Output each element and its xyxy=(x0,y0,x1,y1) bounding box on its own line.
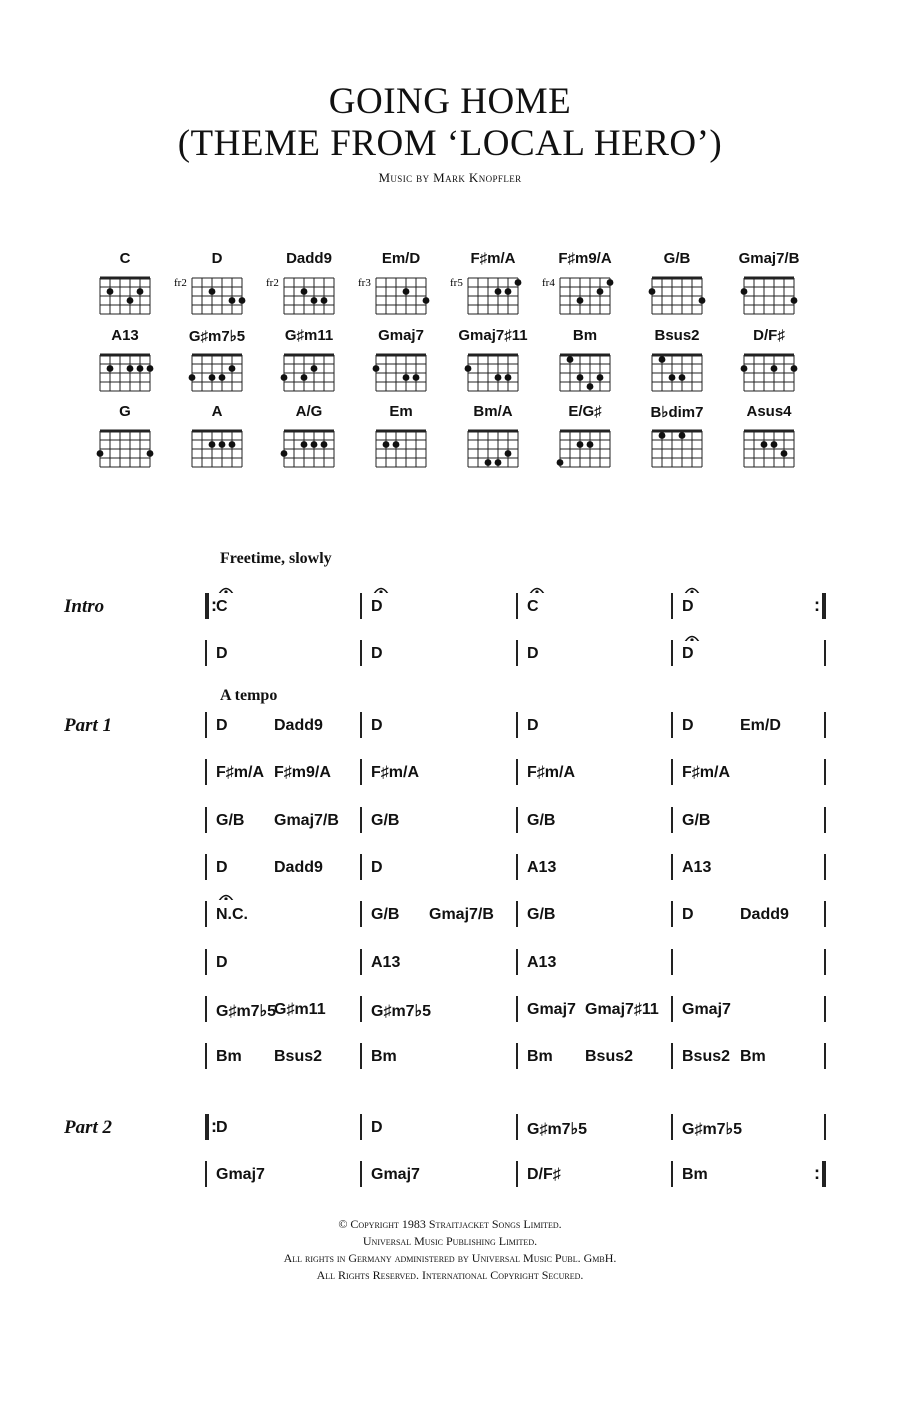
barline-end xyxy=(824,996,826,1022)
finger-dot xyxy=(771,365,778,372)
barline xyxy=(360,1161,362,1187)
chord-symbol: D xyxy=(682,906,694,924)
fretboard-grid xyxy=(542,268,628,316)
chord-symbol: Bm xyxy=(682,1166,708,1183)
chord-symbol: G/B xyxy=(682,811,711,829)
chord-diagram-name: Gmaj7 xyxy=(378,327,424,344)
barline xyxy=(360,759,362,785)
barline-end xyxy=(822,593,826,619)
finger-dot xyxy=(649,288,656,295)
finger-dot xyxy=(485,459,492,466)
finger-dot xyxy=(229,365,236,372)
fretboard-grid xyxy=(634,268,720,316)
fretboard-grid xyxy=(726,345,812,393)
chord-symbol: D xyxy=(527,645,539,662)
chord-diagram xyxy=(174,403,260,479)
barline xyxy=(516,901,518,927)
chord-symbol: F♯m9/A xyxy=(274,764,331,782)
finger-dot xyxy=(189,374,196,381)
chord-diagram xyxy=(82,403,168,479)
fretboard-grid xyxy=(358,421,444,469)
chord-symbol: G/B xyxy=(527,811,556,829)
barline xyxy=(516,949,518,975)
chord-symbol: D xyxy=(216,1119,228,1136)
chord-symbol: Gmaj7 xyxy=(371,1166,420,1183)
finger-dot xyxy=(209,441,216,448)
barline xyxy=(360,640,362,666)
barline xyxy=(360,854,362,880)
chord-diagram-name: Em xyxy=(389,403,413,420)
chord-diagram xyxy=(634,327,720,403)
chord-symbol: D xyxy=(371,598,383,615)
chord-diagram-name: F♯m/A xyxy=(470,250,516,267)
finger-dot xyxy=(209,374,216,381)
barline xyxy=(516,759,518,785)
finger-dot xyxy=(505,288,512,295)
chord-diagram xyxy=(358,250,444,326)
fretboard-grid xyxy=(634,421,720,469)
barline xyxy=(671,640,673,666)
fermata-icon xyxy=(683,631,701,641)
fretboard-grid xyxy=(726,268,812,316)
repeat-end-sign: : xyxy=(814,1163,820,1183)
finger-dot xyxy=(607,279,614,286)
barline-end xyxy=(822,1161,826,1187)
finger-dot xyxy=(373,365,380,372)
song-title: GOING HOME xyxy=(328,81,572,122)
chord-diagram-name: Bm xyxy=(572,327,598,344)
chord-diagram xyxy=(450,403,536,479)
finger-dot xyxy=(495,288,502,295)
barline xyxy=(671,1161,673,1187)
finger-dot xyxy=(771,441,778,448)
chord-diagram-name: B♭dim7 xyxy=(650,404,704,421)
repeat-start-sign: : xyxy=(211,1116,217,1136)
barline xyxy=(360,1114,362,1140)
fretboard-grid xyxy=(174,268,260,316)
fretboard-grid xyxy=(450,268,536,316)
finger-dot xyxy=(495,459,502,466)
composer-credit: Music by Mark Knopfler xyxy=(378,170,522,185)
chord-diagram xyxy=(542,403,628,479)
chord-diagram xyxy=(726,403,812,479)
chord-symbol: D xyxy=(682,598,694,615)
barline xyxy=(205,640,207,666)
copyright-line: All Rights Reserved. International Copyright Secured. xyxy=(316,1268,584,1282)
fretboard-grid xyxy=(726,421,812,469)
chord-symbol: G♯m7♭5 xyxy=(216,1002,277,1020)
barline xyxy=(671,593,673,619)
barline-end xyxy=(824,949,826,975)
chord-symbol: D xyxy=(371,858,383,876)
chord-symbol: Bm xyxy=(527,1048,553,1066)
finger-dot xyxy=(281,450,288,457)
barline xyxy=(205,949,207,975)
chord-symbol: D xyxy=(216,645,228,662)
finger-dot xyxy=(403,374,410,381)
chord-symbol: Bsus2 xyxy=(585,1048,634,1066)
barline-end xyxy=(824,807,826,833)
chord-symbol: Gmaj7/B xyxy=(274,811,339,829)
chord-symbol: F♯m/A xyxy=(371,764,419,782)
chord-symbol: Dadd9 xyxy=(740,906,789,924)
finger-dot xyxy=(679,432,686,439)
finger-dot xyxy=(321,441,328,448)
copyright-line: Universal Music Publishing Limited. xyxy=(362,1234,538,1248)
barline xyxy=(516,1161,518,1187)
chord-symbol: G♯m11 xyxy=(274,1000,326,1018)
chord-diagram-name: F♯m9/A xyxy=(558,250,612,267)
finger-dot xyxy=(321,297,328,304)
chord-diagram-name: Bsus2 xyxy=(654,327,700,344)
barline xyxy=(360,1043,362,1069)
chord-symbol: D xyxy=(216,717,228,734)
fretboard-grid xyxy=(174,421,260,469)
fermata-icon xyxy=(683,583,701,593)
chord-symbol: Dadd9 xyxy=(274,858,323,876)
chord-diagram-name: D/F♯ xyxy=(753,327,785,344)
barline xyxy=(205,901,207,927)
finger-dot xyxy=(209,288,216,295)
chord-symbol: D xyxy=(527,717,539,734)
barline xyxy=(671,854,673,880)
chord-diagram xyxy=(266,403,352,479)
chord-symbol: Bm xyxy=(216,1048,242,1066)
chord-symbol: Gmaj7 xyxy=(527,1000,576,1018)
chord-symbol: D xyxy=(216,953,228,971)
chord-diagram xyxy=(358,403,444,479)
barline-end xyxy=(824,1114,826,1140)
chord-symbol: G/B xyxy=(527,906,556,924)
fret-position-label: fr4 xyxy=(542,277,555,289)
chord-diagram xyxy=(450,327,536,403)
chord-symbol: A13 xyxy=(371,953,401,971)
fretboard-grid xyxy=(450,345,536,393)
barline xyxy=(671,901,673,927)
chord-symbol: Bsus2 xyxy=(274,1048,323,1066)
finger-dot xyxy=(567,356,574,363)
barline xyxy=(516,807,518,833)
chord-symbol: Gmaj7 xyxy=(216,1166,265,1183)
chord-symbol: D xyxy=(682,645,694,662)
barline-end xyxy=(824,1043,826,1069)
finger-dot xyxy=(557,459,564,466)
chord-diagram-name: Gmaj7♯11 xyxy=(458,327,528,344)
finger-dot xyxy=(587,383,594,390)
chord-diagram-name: E/G♯ xyxy=(568,403,602,420)
barline xyxy=(205,1043,207,1069)
chord-symbol: F♯m/A xyxy=(682,764,730,782)
barline xyxy=(360,807,362,833)
chord-symbol: D/F♯ xyxy=(527,1166,561,1183)
fretboard-grid xyxy=(266,345,352,393)
chord-symbol: A13 xyxy=(682,858,712,876)
barline-end xyxy=(824,854,826,880)
finger-dot xyxy=(239,297,246,304)
barline xyxy=(516,1114,518,1140)
chord-diagram-name: D xyxy=(211,250,223,267)
chord-symbol: C xyxy=(527,598,539,615)
finger-dot xyxy=(219,374,226,381)
barline xyxy=(360,996,362,1022)
chord-diagram xyxy=(358,327,444,403)
chord-symbol: A13 xyxy=(527,953,557,971)
fretboard-grid xyxy=(82,268,168,316)
chord-symbol: F♯m/A xyxy=(216,764,264,782)
barline xyxy=(205,593,209,619)
fretboard-grid xyxy=(266,421,352,469)
chord-symbol: G♯m7♭5 xyxy=(527,1121,588,1138)
barline xyxy=(360,712,362,738)
chord-diagram-name: Gmaj7/B xyxy=(738,250,800,267)
section-label-part2: Part 2 xyxy=(64,1117,113,1138)
fermata-icon xyxy=(217,583,235,593)
fretboard-grid xyxy=(266,268,352,316)
chord-diagram xyxy=(634,403,720,479)
chord-symbol: G/B xyxy=(371,906,400,924)
fret-position-label: fr5 xyxy=(450,277,463,289)
chord-diagram xyxy=(542,327,628,403)
copyright-line: © Copyright 1983 Straitjacket Songs Limited. xyxy=(338,1217,562,1231)
chord-symbol: Bsus2 xyxy=(682,1048,731,1066)
finger-dot xyxy=(383,441,390,448)
finger-dot xyxy=(597,288,604,295)
finger-dot xyxy=(423,297,430,304)
chord-diagram xyxy=(726,327,812,403)
finger-dot xyxy=(311,365,318,372)
chord-diagram xyxy=(450,250,536,326)
finger-dot xyxy=(229,441,236,448)
finger-dot xyxy=(301,288,308,295)
finger-dot xyxy=(107,365,114,372)
fret-position-label: fr2 xyxy=(174,277,187,289)
finger-dot xyxy=(791,365,798,372)
barline xyxy=(360,949,362,975)
fretboard-grid xyxy=(542,345,628,393)
chord-diagram-name: Dadd9 xyxy=(286,250,332,267)
barline xyxy=(671,1114,673,1140)
finger-dot xyxy=(219,441,226,448)
fret-position-label: fr2 xyxy=(266,277,279,289)
chord-diagram-name: G♯m7♭5 xyxy=(188,328,246,345)
chord-diagram-name: G♯m11 xyxy=(284,327,334,344)
chord-diagram xyxy=(174,250,260,326)
finger-dot xyxy=(97,450,104,457)
chord-symbol: Gmaj7 xyxy=(682,1000,731,1018)
fermata-icon xyxy=(528,583,546,593)
barline-end xyxy=(824,640,826,666)
fretboard-grid xyxy=(542,421,628,469)
barline xyxy=(671,759,673,785)
finger-dot xyxy=(137,288,144,295)
barline-end xyxy=(824,759,826,785)
finger-dot xyxy=(597,374,604,381)
finger-dot xyxy=(577,297,584,304)
chord-diagram-name: A13 xyxy=(111,327,139,344)
barline-end xyxy=(824,901,826,927)
finger-dot xyxy=(311,297,318,304)
chord-diagram-name: Asus4 xyxy=(746,403,792,420)
chord-diagram xyxy=(726,250,812,326)
chord-symbol: Gmaj7♯11 xyxy=(585,1000,659,1018)
finger-dot xyxy=(577,374,584,381)
barline xyxy=(516,996,518,1022)
chord-symbol: D xyxy=(371,1119,383,1136)
repeat-start-sign: : xyxy=(211,595,217,615)
finger-dot xyxy=(413,374,420,381)
barline xyxy=(516,712,518,738)
chord-symbol: G/B xyxy=(216,811,245,829)
barline xyxy=(205,854,207,880)
chord-symbol: N.C. xyxy=(216,906,248,924)
chord-diagram-name: G xyxy=(119,403,131,420)
chord-symbol: A13 xyxy=(527,858,557,876)
chord-symbol: Gmaj7/B xyxy=(429,906,494,924)
finger-dot xyxy=(107,288,114,295)
chord-diagram-name: A xyxy=(211,403,223,420)
barline xyxy=(205,1114,209,1140)
fretboard-grid xyxy=(358,345,444,393)
fretboard-grid xyxy=(82,421,168,469)
repeat-end-sign: : xyxy=(814,595,820,615)
fret-position-label: fr3 xyxy=(358,277,371,289)
finger-dot xyxy=(229,297,236,304)
barline xyxy=(205,759,207,785)
chord-symbol: Bm xyxy=(371,1048,397,1066)
finger-dot xyxy=(669,374,676,381)
chord-symbol: G♯m7♭5 xyxy=(682,1121,743,1138)
barline xyxy=(516,1043,518,1069)
chord-diagram-name: G/B xyxy=(663,250,691,267)
finger-dot xyxy=(301,374,308,381)
finger-dot xyxy=(127,365,134,372)
copyright-line: All rights in Germany administered by Universal Music Publ. GmbH. xyxy=(283,1251,617,1265)
barline xyxy=(671,949,673,975)
barline xyxy=(671,1043,673,1069)
barline xyxy=(516,593,518,619)
chord-symbol: G♯m7♭5 xyxy=(371,1002,432,1020)
finger-dot xyxy=(465,365,472,372)
barline-end xyxy=(824,712,826,738)
section-label-intro: Intro xyxy=(64,596,105,617)
chord-symbol: Em/D xyxy=(740,717,781,734)
barline xyxy=(360,901,362,927)
section-label-part1: Part 1 xyxy=(64,715,113,736)
chord-symbol: G/B xyxy=(371,811,400,829)
finger-dot xyxy=(311,441,318,448)
chord-diagram xyxy=(634,250,720,326)
finger-dot xyxy=(515,279,522,286)
finger-dot xyxy=(791,297,798,304)
fretboard-grid xyxy=(450,421,536,469)
chord-symbol: D xyxy=(371,645,383,662)
chord-diagram-name: Bm/A xyxy=(473,403,513,420)
finger-dot xyxy=(281,374,288,381)
chord-diagram-name: Em/D xyxy=(381,250,421,267)
finger-dot xyxy=(127,297,134,304)
chord-symbol: C xyxy=(216,598,228,615)
finger-dot xyxy=(577,441,584,448)
finger-dot xyxy=(393,441,400,448)
finger-dot xyxy=(741,288,748,295)
finger-dot xyxy=(741,365,748,372)
barline xyxy=(205,712,207,738)
song-subtitle: (THEME FROM ‘LOCAL HERO’) xyxy=(177,123,723,164)
fretboard-grid xyxy=(358,268,444,316)
fretboard-grid xyxy=(634,345,720,393)
chord-symbol: Dadd9 xyxy=(274,717,323,734)
tempo-marking-freetime: Freetime, slowly xyxy=(220,550,332,567)
finger-dot xyxy=(699,297,706,304)
fermata-icon xyxy=(372,583,390,593)
barline xyxy=(671,807,673,833)
chord-symbol: D xyxy=(216,858,228,876)
finger-dot xyxy=(147,450,154,457)
barline xyxy=(671,712,673,738)
finger-dot xyxy=(505,374,512,381)
barline xyxy=(205,1161,207,1187)
chord-diagram-name: C xyxy=(119,250,131,267)
chord-diagram xyxy=(82,250,168,326)
chord-symbol: F♯m/A xyxy=(527,764,575,782)
copyright-footer xyxy=(0,1216,900,1284)
finger-dot xyxy=(403,288,410,295)
chord-diagram xyxy=(82,327,168,403)
finger-dot xyxy=(761,441,768,448)
barline xyxy=(516,854,518,880)
finger-dot xyxy=(301,441,308,448)
fretboard-grid xyxy=(174,345,260,393)
fretboard-grid xyxy=(82,345,168,393)
finger-dot xyxy=(679,374,686,381)
chord-diagram-name: A/G xyxy=(295,403,323,420)
finger-dot xyxy=(505,450,512,457)
finger-dot xyxy=(147,365,154,372)
barline xyxy=(205,807,207,833)
chord-symbol: D xyxy=(371,717,383,734)
chord-diagram xyxy=(542,250,628,326)
chord-diagram xyxy=(266,250,352,326)
finger-dot xyxy=(659,432,666,439)
chord-diagram xyxy=(174,327,260,403)
finger-dot xyxy=(659,356,666,363)
finger-dot xyxy=(781,450,788,457)
barline xyxy=(671,996,673,1022)
chord-symbol: D xyxy=(682,717,694,734)
finger-dot xyxy=(495,374,502,381)
barline xyxy=(360,593,362,619)
tempo-marking-a-tempo: A tempo xyxy=(220,687,278,704)
chord-diagram xyxy=(266,327,352,403)
finger-dot xyxy=(137,365,144,372)
chord-symbol: Bm xyxy=(740,1048,766,1066)
barline xyxy=(516,640,518,666)
finger-dot xyxy=(587,441,594,448)
barline xyxy=(205,996,207,1022)
fermata-icon xyxy=(217,890,235,900)
